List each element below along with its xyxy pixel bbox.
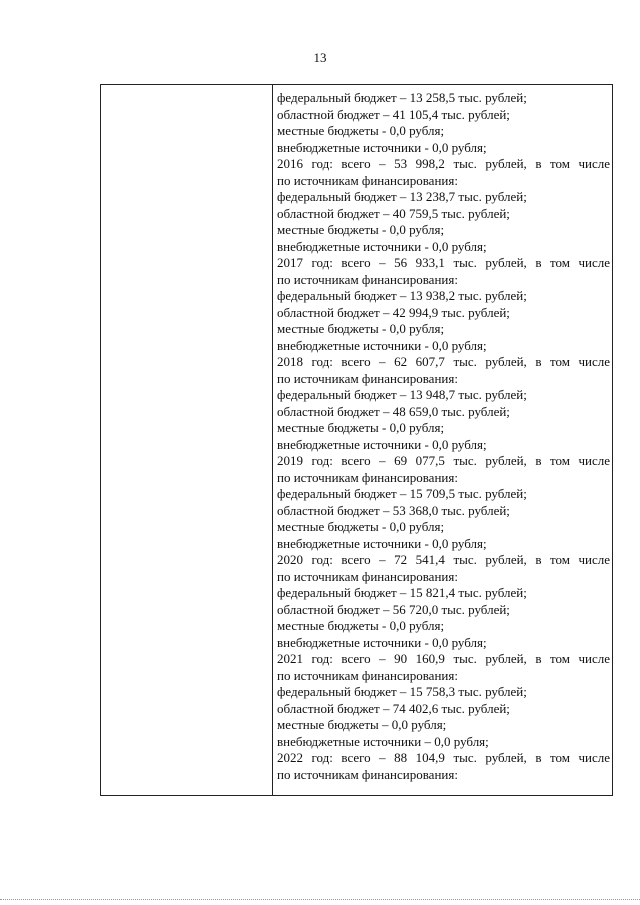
text-line: 2020 год: всего – 72 541,4 тыс. рублей, в том числе: [277, 552, 610, 567]
text-line: внебюджетные источники - 0,0 рубля;: [277, 535, 487, 551]
text-line: по источникам финансирования:: [277, 469, 458, 485]
text-line: местные бюджеты - 0,0 рубля;: [277, 519, 445, 534]
text-line: по источникам финансирования:: [277, 568, 458, 584]
page-number: 13: [313, 50, 327, 65]
text-line: областной бюджет – 56 720,0 тыс. рублей;: [277, 601, 510, 617]
text-line: местные бюджеты - 0,0 рубля;: [277, 321, 445, 336]
text-line: местные бюджеты - 0,0 рубля;: [277, 420, 445, 435]
text-line: областной бюджет – 48 659,0 тыс. рублей;: [277, 403, 510, 419]
text-line: внебюджетные источники - 0,0 рубля;: [277, 238, 487, 254]
table-left-cell: [101, 85, 273, 795]
text-line: местные бюджеты – 0,0 рубля;: [277, 717, 447, 732]
text-line: федеральный бюджет – 15 821,4 тыс. рублей;: [277, 585, 527, 600]
text-line: областной бюджет – 40 759,5 тыс. рублей;: [277, 205, 510, 221]
text-line: по источникам финансирования:: [277, 271, 458, 287]
text-line: федеральный бюджет – 15 758,3 тыс. рублей;: [277, 684, 527, 699]
text-line: областной бюджет – 74 402,6 тыс. рублей;: [277, 700, 510, 716]
text-line: федеральный бюджет – 13 938,2 тыс. рублей;: [277, 288, 527, 303]
text-line: 2022 год: всего – 88 104,9 тыс. рублей, в том числе: [277, 750, 610, 765]
page-bottom-rule: [0, 899, 640, 900]
text-line: федеральный бюджет – 13 948,7 тыс. рублей;: [277, 387, 527, 402]
text-line: по источникам финансирования:: [277, 370, 458, 386]
text-line: 2018 год: всего – 62 607,7 тыс. рублей, в том числе: [277, 354, 610, 369]
text-line: федеральный бюджет – 13 238,7 тыс. рублей;: [277, 189, 527, 204]
text-line: местные бюджеты - 0,0 рубля;: [277, 222, 445, 237]
text-line: областной бюджет – 41 105,4 тыс. рублей;: [277, 106, 510, 122]
text-line: внебюджетные источники - 0,0 рубля;: [277, 436, 487, 452]
text-line: местные бюджеты - 0,0 рубля;: [277, 618, 445, 633]
text-line: областной бюджет – 53 368,0 тыс. рублей;: [277, 502, 510, 518]
text-line: внебюджетные источники - 0,0 рубля;: [277, 139, 487, 155]
text-line: 2021 год: всего – 90 160,9 тыс. рублей, в том числе: [277, 651, 610, 666]
budget-table: [100, 84, 613, 796]
text-line: областной бюджет – 42 994,9 тыс. рублей;: [277, 304, 510, 320]
text-line: 2016 год: всего – 53 998,2 тыс. рублей, в том числе: [277, 156, 610, 171]
text-line: местные бюджеты - 0,0 рубля;: [277, 123, 445, 138]
table-right-cell: [273, 85, 612, 795]
text-line: по источникам финансирования:: [277, 766, 458, 782]
text-line: 2019 год: всего – 69 077,5 тыс. рублей, в том числе: [277, 453, 610, 468]
text-line: 2017 год: всего – 56 933,1 тыс. рублей, в том числе: [277, 255, 610, 270]
text-line: по источникам финансирования:: [277, 172, 458, 188]
text-line: федеральный бюджет – 15 709,5 тыс. рублей;: [277, 486, 527, 501]
text-line: внебюджетные источники – 0,0 рубля;: [277, 733, 489, 749]
text-line: внебюджетные источники - 0,0 рубля;: [277, 337, 487, 353]
text-line: федеральный бюджет – 13 258,5 тыс. рублей;: [277, 90, 527, 105]
text-line: по источникам финансирования:: [277, 667, 458, 683]
text-line: внебюджетные источники - 0,0 рубля;: [277, 634, 487, 650]
